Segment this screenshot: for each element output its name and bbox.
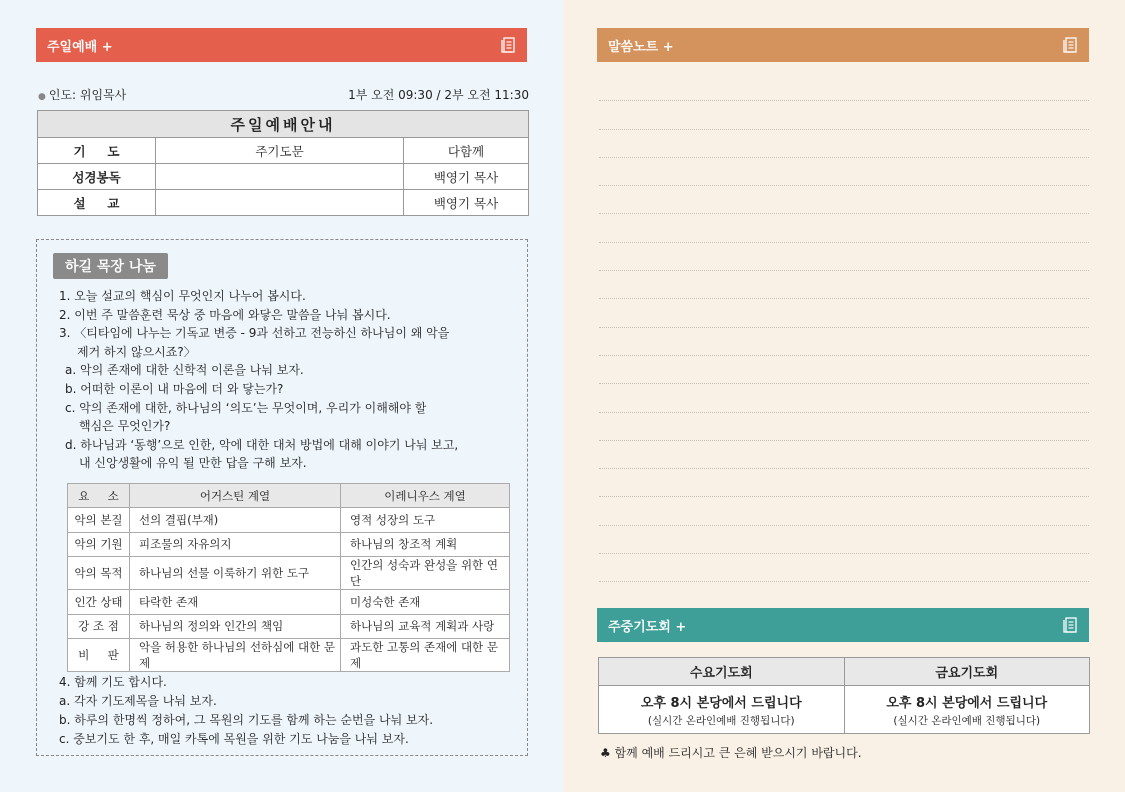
order-middle: [156, 190, 404, 216]
note-line: [599, 441, 1089, 469]
wednesday-info: [599, 686, 845, 734]
sharing-tag: 하길 목장 나눔: [53, 253, 168, 279]
notes-banner: [597, 28, 1089, 62]
prayer-meeting-table: [598, 657, 1090, 734]
table-row: [38, 190, 529, 216]
order-right: 백영기 목사: [404, 190, 529, 216]
question-3d-cont: 내 신앙생활에 유익 될 만한 답을 구해 보자.: [79, 456, 307, 471]
table-row: [38, 164, 529, 190]
note-line: [599, 214, 1089, 242]
table-cell: 하나님의 교육적 계획과 사랑: [341, 614, 510, 639]
sharing-questions: [59, 287, 519, 473]
prayer-questions: [59, 673, 433, 749]
table-cell: 하나님의 선물 이룩하기 위한 도구: [130, 557, 341, 590]
note-line: [599, 384, 1089, 412]
document-icon: [501, 37, 515, 53]
note-line: [599, 101, 1089, 129]
table-cell: 과도한 고통의 존재에 대한 문제: [341, 639, 510, 672]
worship-banner-title: 주일예배 +: [47, 39, 113, 55]
table-header: 어거스틴 계열: [130, 484, 341, 508]
prayer-banner-title: 주중기도회 +: [608, 619, 687, 635]
prayer-banner: [597, 608, 1089, 642]
order-label: 설 교: [38, 190, 156, 216]
friday-main: 오후 8시 본당에서 드립니다: [886, 695, 1048, 711]
question-4: 4. 함께 기도 합시다.: [59, 675, 167, 689]
theodicy-table: [67, 483, 510, 672]
order-middle: [156, 164, 404, 190]
question-3b: b. 어떠한 이론이 내 마음에 더 와 닿는가?: [65, 381, 284, 396]
order-right: 다함께: [404, 138, 529, 164]
table-header: 요 소: [68, 484, 130, 508]
note-line: [599, 73, 1089, 101]
table-cell: 선의 결핍(부재): [130, 508, 341, 533]
sharing-box: [36, 239, 528, 756]
note-line: [599, 158, 1089, 186]
question-3c: c. 악의 존재에 대한, 하나님의 ‘의도’는 무엇이며, 우리가 이해해야 할: [65, 400, 427, 415]
friday-info: [844, 686, 1090, 734]
note-line: [599, 554, 1089, 582]
worship-leader: ● 인도: 위임목사: [38, 88, 127, 102]
wednesday-sub: (실시간 온라인예배 진행됩니다): [647, 714, 795, 727]
worship-order-title: 주일예배안내: [38, 111, 529, 138]
question-2: 2. 이번 주 말씀훈련 묵상 중 마음에 와닿은 말씀을 나눠 봅시다.: [59, 307, 391, 322]
question-4a: a. 각자 기도제목을 나눠 보자.: [59, 694, 217, 708]
note-line: [599, 469, 1089, 497]
question-3a: a. 악의 존재에 대한 신학적 이론을 나눠 보자.: [65, 363, 304, 378]
table-header: 이레니우스 계열: [341, 484, 510, 508]
note-line: [599, 271, 1089, 299]
table-cell: 미성숙한 존재: [341, 590, 510, 615]
question-3-cont: 제거 하지 않으시죠?〉: [77, 344, 196, 359]
table-cell: 악의 본질: [68, 508, 130, 533]
table-cell: 악의 기원: [68, 532, 130, 557]
note-line: [599, 497, 1089, 525]
question-3: 3. 〈티타임에 나누는 기독교 변증 - 9과 선하고 전능하신 하나님이 왜 악을: [59, 326, 450, 341]
note-lines: [599, 73, 1089, 582]
table-row: [68, 590, 510, 615]
note-line: [599, 130, 1089, 158]
table-cell: 비 판: [68, 639, 130, 672]
table-row: [68, 639, 510, 672]
table-header-row: [599, 658, 1090, 686]
order-label: 성경봉독: [38, 164, 156, 190]
table-cell: 악의 목적: [68, 557, 130, 590]
table-cell: 악을 허용한 하나님의 선하심에 대한 문제: [130, 639, 341, 672]
table-row: [68, 508, 510, 533]
notes-banner-title: 말씀노트 +: [608, 39, 674, 55]
table-row: [68, 557, 510, 590]
table-row: [599, 686, 1090, 734]
worship-order-table: [37, 110, 529, 216]
document-icon: [1063, 37, 1077, 53]
table-cell: 인간 상태: [68, 590, 130, 615]
worship-banner: [36, 28, 527, 62]
friday-title: 금요기도회: [844, 658, 1090, 686]
table-cell: 하나님의 창조적 계획: [341, 532, 510, 557]
right-page: [563, 0, 1125, 792]
question-1: 1. 오늘 설교의 핵심이 무엇인지 나누어 봅시다.: [59, 289, 306, 303]
table-cell: 강 조 점: [68, 614, 130, 639]
wednesday-title: 수요기도회: [599, 658, 845, 686]
note-line: [599, 186, 1089, 214]
note-line: [599, 413, 1089, 441]
table-cell: 하나님의 정의와 인간의 책임: [130, 614, 341, 639]
question-4b: b. 하루의 한명씩 정하여, 그 목원의 기도를 함께 하는 순번을 나눠 보자.: [59, 713, 434, 727]
table-cell: 인간의 성숙과 완성을 위한 연단: [341, 557, 510, 590]
table-cell: 피조물의 자유의지: [130, 532, 341, 557]
table-row: [38, 138, 529, 164]
question-3d: d. 하나님과 ‘동행’으로 인한, 악에 대한 대처 방법에 대해 이야기 나눠 보고,: [65, 437, 459, 452]
table-cell: 영적 성장의 도구: [341, 508, 510, 533]
note-line: [599, 299, 1089, 327]
table-row: [68, 532, 510, 557]
worship-times: 1부 오전 09:30 / 2부 오전 11:30: [348, 88, 529, 102]
note-line: [599, 356, 1089, 384]
document-icon: [1063, 617, 1077, 633]
question-3c-cont: 핵심은 무엇인가?: [79, 419, 171, 434]
note-line: [599, 328, 1089, 356]
question-4c: c. 중보기도 한 후, 매일 카톡에 목원을 위한 기도 나눔을 나눠 보자.: [59, 732, 409, 746]
order-label: 기 도: [38, 138, 156, 164]
table-header-row: [68, 484, 510, 508]
order-right: 백영기 목사: [404, 164, 529, 190]
table-cell: 타락한 존재: [130, 590, 341, 615]
order-middle: 주기도문: [156, 138, 404, 164]
table-row: [68, 614, 510, 639]
note-line: [599, 243, 1089, 271]
bullet-icon: ●: [38, 92, 46, 102]
closing-message: ♣ 함께 예배 드리시고 큰 은혜 받으시기 바랍니다.: [600, 746, 862, 760]
friday-sub: (실시간 온라인예배 진행됩니다): [893, 714, 1041, 727]
wednesday-main: 오후 8시 본당에서 드립니다: [640, 695, 802, 711]
note-line: [599, 526, 1089, 554]
